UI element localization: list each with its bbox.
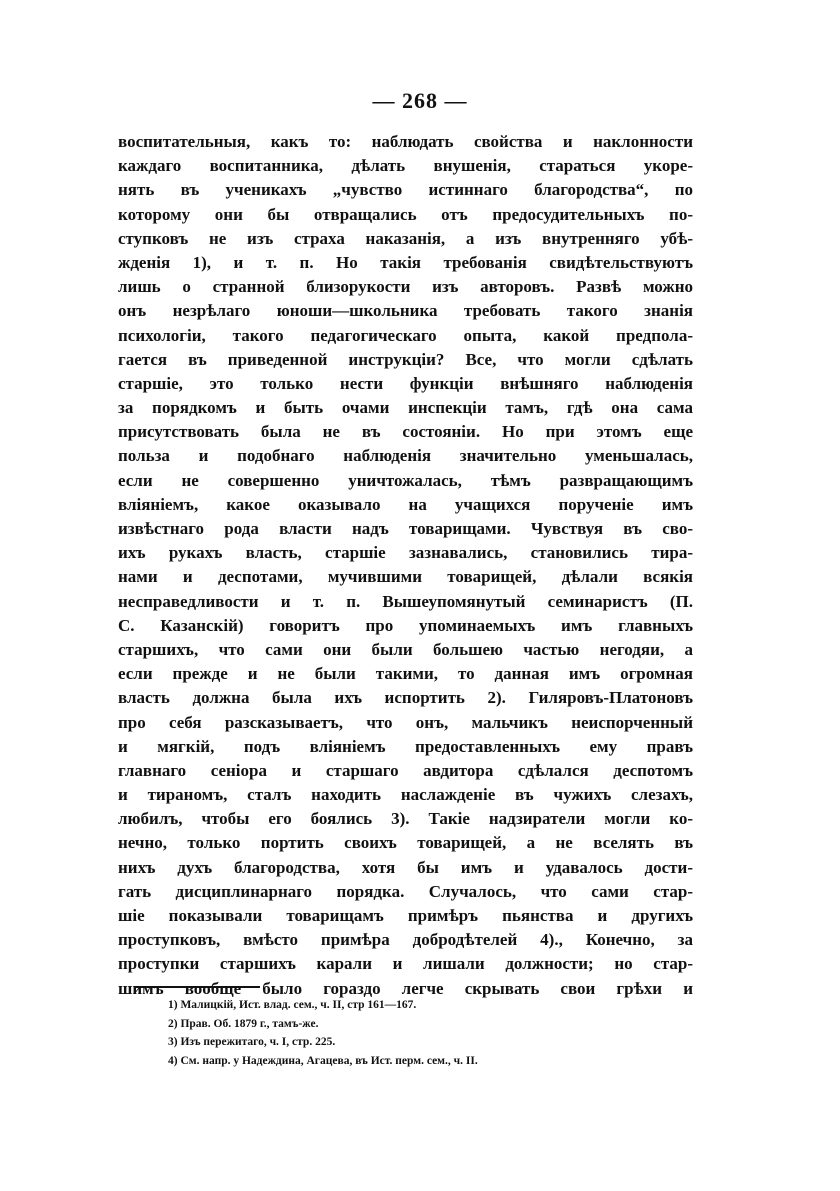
text-line: извѣстнаго рода власти надъ товарищами. Чувствуя въ сво- — [118, 519, 693, 538]
text-line: нами и деспотами, мучившими товарищей, дѣлали всякія — [118, 567, 693, 587]
text-line: если прежде и не были такими, то данная имъ огромная — [118, 664, 693, 684]
footnotes — [168, 996, 668, 1070]
text-line: гается въ приведенной инструкціи? Все, что могли сдѣлать — [118, 349, 693, 369]
text-line: старшихъ, что сами они были большею частью негодяи, а — [118, 639, 693, 659]
text-line: жденія 1), и т. п. Но такія требованія свидѣтельствуютъ — [118, 252, 693, 272]
body-text — [118, 130, 693, 1001]
text-line: каждаго воспитанника, дѣлать внушенія, стараться укоре- — [118, 156, 693, 176]
text-line: проступки старшихъ карали и лишали должности; но стар- — [118, 954, 693, 974]
text-line: которому они бы отвращались отъ предосудительныхъ по- — [118, 204, 693, 224]
footnote: 1) Малицкій, Ист. влад. сем., ч. II, стр 161—167. — [168, 999, 417, 1011]
text-line: нять въ ученикахъ „чувство истиннаго благородства“, по — [118, 180, 693, 200]
text-line: за порядкомъ и быть очами инспекціи тамъ, гдѣ она сама — [118, 398, 693, 418]
text-line: гать дисциплинарнаго порядка. Случалось, что сами стар- — [118, 881, 693, 901]
text-line: лишь о странной близорукости изъ авторовъ. Развѣ можно — [118, 277, 693, 297]
footnote-rule — [136, 986, 260, 988]
text-line: нихъ духъ благородства, хотя бы имъ и удавалось дости- — [118, 857, 693, 877]
footnote: 3) Изъ пережитаго, ч. I, стр. 225. — [168, 1036, 336, 1048]
footnote: 2) Прав. Об. 1879 г., тамъ-же. — [168, 1017, 319, 1030]
text-line: и мягкій, подъ вліяніемъ предоставленныхъ ему правъ — [118, 736, 693, 756]
text-line: С. Казанскій) говоритъ про упоминаемыхъ имъ главныхъ — [118, 615, 693, 635]
text-line: старшіе, это только нести функціи внѣшняго наблюденія — [118, 373, 693, 393]
page-number: — 268 — — [372, 88, 468, 113]
text-line: шимъ вообще было гораздо легче скрывать свои грѣхи и — [118, 978, 693, 998]
text-line: несправедливости и т. п. Вышеупомянутый семинаристъ (П. — [118, 591, 693, 611]
text-line: и тираномъ, сталъ находить наслажденіе въ чужихъ слезахъ, — [118, 785, 693, 805]
text-line: вліяніемъ, какое оказывало на учащихся порученіе имъ — [118, 494, 693, 514]
text-line: главнаго сеніора и старшаго авдитора сдѣлался деспотомъ — [118, 760, 693, 780]
text-line: онъ незрѣлаго юноши—школьника требовать такого знанія — [118, 301, 693, 321]
footnote: 4) См. напр. у Надеждина, Агацева, въ Ист. перм. сем., ч. II. — [168, 1054, 478, 1067]
text-line: польза и подобнаго наблюденія значительно уменьшалась, — [118, 446, 693, 466]
text-line: ихъ рукахъ власть, старшіе зазнавались, становились тира- — [118, 543, 693, 563]
text-line: нечно, только портить своихъ товарищей, а не вселять въ — [118, 833, 693, 853]
text-line: если не совершенно уничтожалась, тѣмъ развращающимъ — [118, 470, 693, 490]
text-line: психологіи, такого педагогическаго опыта, какой предпола- — [118, 325, 693, 345]
text-line: про себя разсказываетъ, что онъ, мальчикъ неиспорченный — [118, 712, 693, 732]
text-line: проступковъ, вмѣсто примѣра добродѣтелей 4)., Конечно, за — [118, 930, 693, 950]
text-line: присутствовать была не въ состояніи. Но при этомъ еще — [118, 422, 693, 442]
text-line: ступковъ не изъ страха наказанія, а изъ внутренняго убѣ- — [118, 228, 693, 248]
text-line: шіе показывали товарищамъ примѣръ пьянства и другихъ — [118, 906, 693, 925]
text-line: власть должна была ихъ испортить 2). Гиляровъ-Платоновъ — [118, 688, 693, 708]
text-line: воспитательныя, какъ то: наблюдать свойства и наклонности — [118, 132, 693, 151]
text-line: любилъ, чтобы его боялись 3). Такіе надзиратели могли ко- — [118, 809, 693, 829]
